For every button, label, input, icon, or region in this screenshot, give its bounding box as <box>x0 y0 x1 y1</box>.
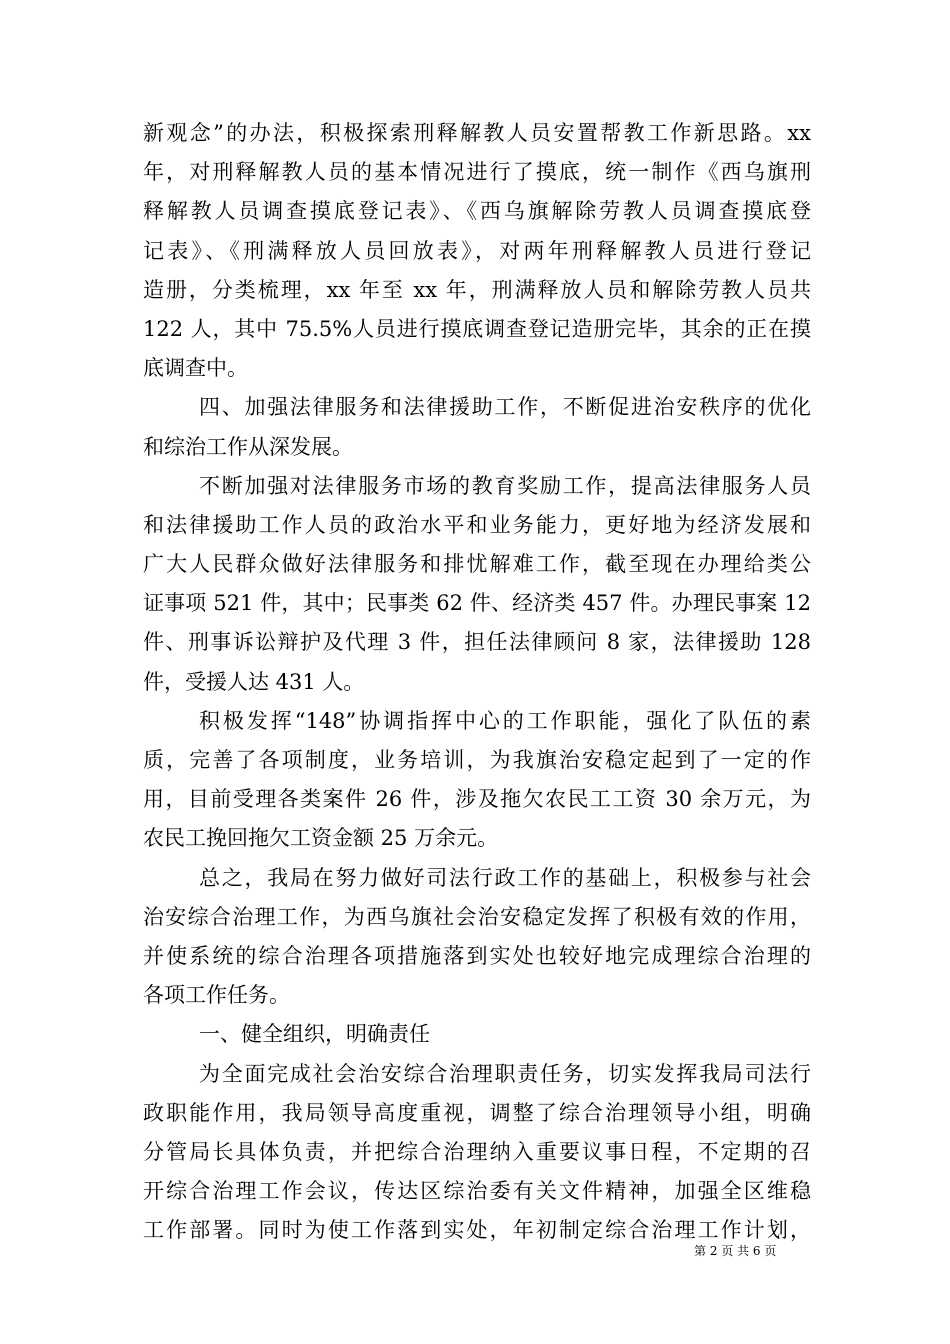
text-line: 件，受援人达 431 人。 <box>143 669 365 694</box>
text-line: 分管局长具体负责，并把综合治理纳入重要议事日程，不定期的召 <box>143 1139 811 1164</box>
text-line: 底调查中。 <box>143 356 248 381</box>
text-line: 年，对刑释解教人员的基本情况进行了摸底，统一制作《西乌旗刑 <box>143 160 811 185</box>
text-line: 不断加强对法律服务市场的教育奖励工作，提高法律服务人员 <box>199 473 811 498</box>
page-number: 第 2 页 共 6 页 <box>694 1244 777 1258</box>
text-line: 证事项 521 件，其中；民事类 62 件、经济类 457 件。办理民事案 12 <box>143 591 811 616</box>
text-line: 开综合治理工作会议，传达区综治委有关文件精神，加强全区维稳 <box>143 1179 811 1204</box>
text-line: 质，完善了各项制度，业务培训，为我旗治安稳定起到了一定的作 <box>143 748 811 772</box>
text-line: 造册，分类梳理，xx 年至 xx 年，刑满释放人员和解除劳教人员共 <box>143 277 811 302</box>
text-line: 积极发挥“148”协调指挥中心的工作职能，强化了队伍的素 <box>199 708 811 733</box>
section-heading: 和综治工作从深发展。 <box>143 434 353 459</box>
text-line: 和法律援助工作人员的政治水平和业务能力，更好地为经济发展和 <box>143 512 811 537</box>
text-line: 总之，我局在努力做好司法行政工作的基础上，积极参与社会 <box>199 865 811 890</box>
document-body <box>143 114 811 1250</box>
text-line: 工作部署。同时为使工作落到实处，年初制定综合治理工作计划， <box>143 1218 811 1243</box>
text-line: 记表》、《刑满释放人员回放表》，对两年刑释解教人员进行登记 <box>143 238 811 263</box>
text-line: 件、刑事诉讼辩护及代理 3 件，担任法律顾问 8 家，法律援助 128 <box>143 630 811 655</box>
text-line: 政职能作用，我局领导高度重视，调整了综合治理领导小组，明确 <box>143 1100 811 1125</box>
text-line: 新观念”的办法，积极探索刑释解教人员安置帮教工作新思路。xx <box>143 121 811 145</box>
text-line: 用，目前受理各类案件 26 件，涉及拖欠农民工工资 30 余万元，为 <box>143 787 811 812</box>
text-line: 122 人，其中 75.5%人员进行摸底调查登记造册完毕，其余的正在摸 <box>143 316 811 341</box>
text-line: 广大人民群众做好法律服务和排忧解难工作，截至现在办理给类公 <box>143 552 811 577</box>
text-line: 各项工作任务。 <box>143 983 290 1008</box>
text-line: 为全面完成社会治安综合治理职责任务，切实发挥我局司法行 <box>199 1061 811 1086</box>
text-line: 并使系统的综合治理各项措施落到实处也较好地完成理综合治理的 <box>143 943 811 968</box>
text-line: 农民工挽回拖欠工资金额 25 万余元。 <box>143 826 499 851</box>
text-line: 治安综合治理工作，为西乌旗社会治安稳定发挥了积极有效的作用， <box>143 904 811 929</box>
section-heading: 一、健全组织，明确责任 <box>199 1022 430 1047</box>
section-heading: 四、加强法律服务和法律援助工作，不断促进治安秩序的优化 <box>199 395 811 420</box>
text-line: 释解教人员调查摸底登记表》、《西乌旗解除劳教人员调查摸底登 <box>143 199 811 224</box>
